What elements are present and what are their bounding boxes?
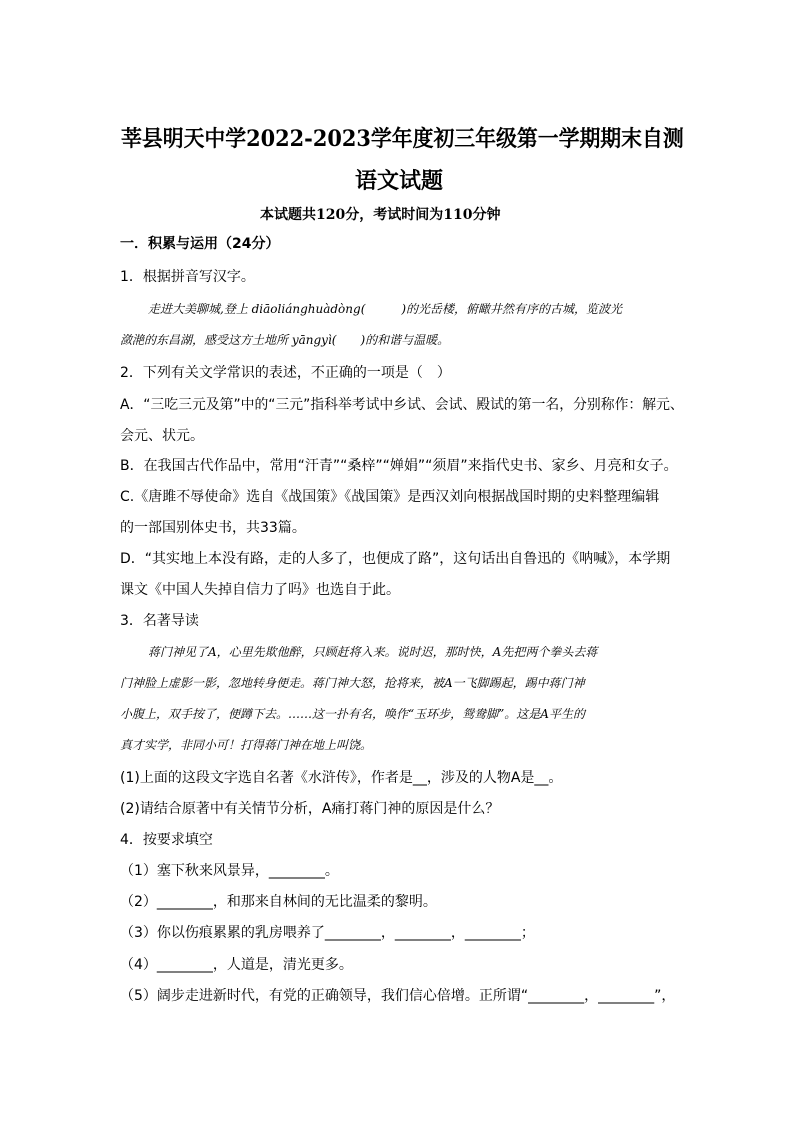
q4-item-2: （2）________，和那来自林间的无比温柔的黎明。 <box>120 894 437 910</box>
q4-item-3: （3）你以伤痕累累的乳房喂养了________，________，________； <box>120 925 535 941</box>
q2-option-b-line1: B．在我国古代作品中，常用“汗青”“桑梓”“婵娟”“须眉”来指代史书、家乡、月亮和女子。 <box>120 458 678 474</box>
q4-item-4: （4）________，人道是，清光更多。 <box>120 957 353 973</box>
q3-sub-question-1: (1)上面的这段文字选自名著《水浒传》，作者是__，涉及的人物A是__。 <box>120 770 563 786</box>
q2-option-c-line1: C.《唐雎不辱使命》选自《战国策》《战国策》是西汉刘向根据战国时期的史料整理编辑 <box>120 489 660 505</box>
exam-info: 本试题共120分，考试时间为110分钟 <box>260 207 501 223</box>
q2-stem: 2．下列有关文学常识的表述，不正确的一项是（ ） <box>120 365 451 381</box>
q2-option-d-line2: 课文《中国人失掉自信力了吗》也选自于此。 <box>120 582 400 598</box>
document-title-line1: 莘县明天中学2022-2023学年度初三年级第一学期期末自测 <box>121 126 684 152</box>
q3-sub-question-2: (2)请结合原著中有关情节分析，A痛打蒋门神的原因是什么？ <box>120 801 500 817</box>
q2-option-d-line1: D．“其实地上本没有路，走的人多了，也便成了路”，这句话出自鲁迅的《呐喊》，本学期 <box>120 551 671 567</box>
q4-item-5: （5）阔步走进新时代，有党的正确领导，我们信心倍增。正所谓“________，________”， <box>120 988 676 1004</box>
q3-stem: 3．名著导读 <box>120 613 199 629</box>
q1-passage-line1: 走进大美聊城,登上 diāoliánghuàdòng( )的光岳楼，俯瞰井然有序的古城，览波光 <box>148 302 623 316</box>
q2-option-c-line2: 的一部国别体史书，共33篇。 <box>120 520 306 536</box>
q1-passage-line2: 潋滟的东昌湖，感受这方土地所 yāngyì( )的和谐与温暖。 <box>120 333 450 347</box>
q2-option-a-line1: A．“三吃三元及第”中的“三元”指科举考试中乡试、会试、殿试的第一名，分别称作：解元、 <box>120 397 684 413</box>
q2-option-a-line2: 会元、状元。 <box>120 428 204 444</box>
section1-heading: 一．积累与运用（24分） <box>120 236 280 252</box>
q4-item-1: （1）塞下秋来风景异，________。 <box>120 863 339 879</box>
document-title-line2: 语文试题 <box>355 168 444 194</box>
q3-passage-line1: 蒋门神见了A，心里先欺他醉，只顾赶将入来。说时迟，那时快，A先把两个拳头去蒋 <box>148 645 598 659</box>
q3-passage-line3: 小腹上，双手按了，便蹲下去。……这一扑有名，唤作“玉环步，鸳鸯脚”。这是A平生的 <box>120 707 585 721</box>
q1-stem: 1．根据拼音写汉字。 <box>120 269 255 285</box>
q3-passage-line4: 真才实学，非同小可！打得蒋门神在地上叫饶。 <box>120 738 373 752</box>
q3-passage-line2: 门神脸上虚影一影，忽地转身便走。蒋门神大怒，抢将来，被A一飞脚踢起，踢中蒋门神 <box>120 676 585 690</box>
q4-stem: 4．按要求填空 <box>120 832 213 848</box>
